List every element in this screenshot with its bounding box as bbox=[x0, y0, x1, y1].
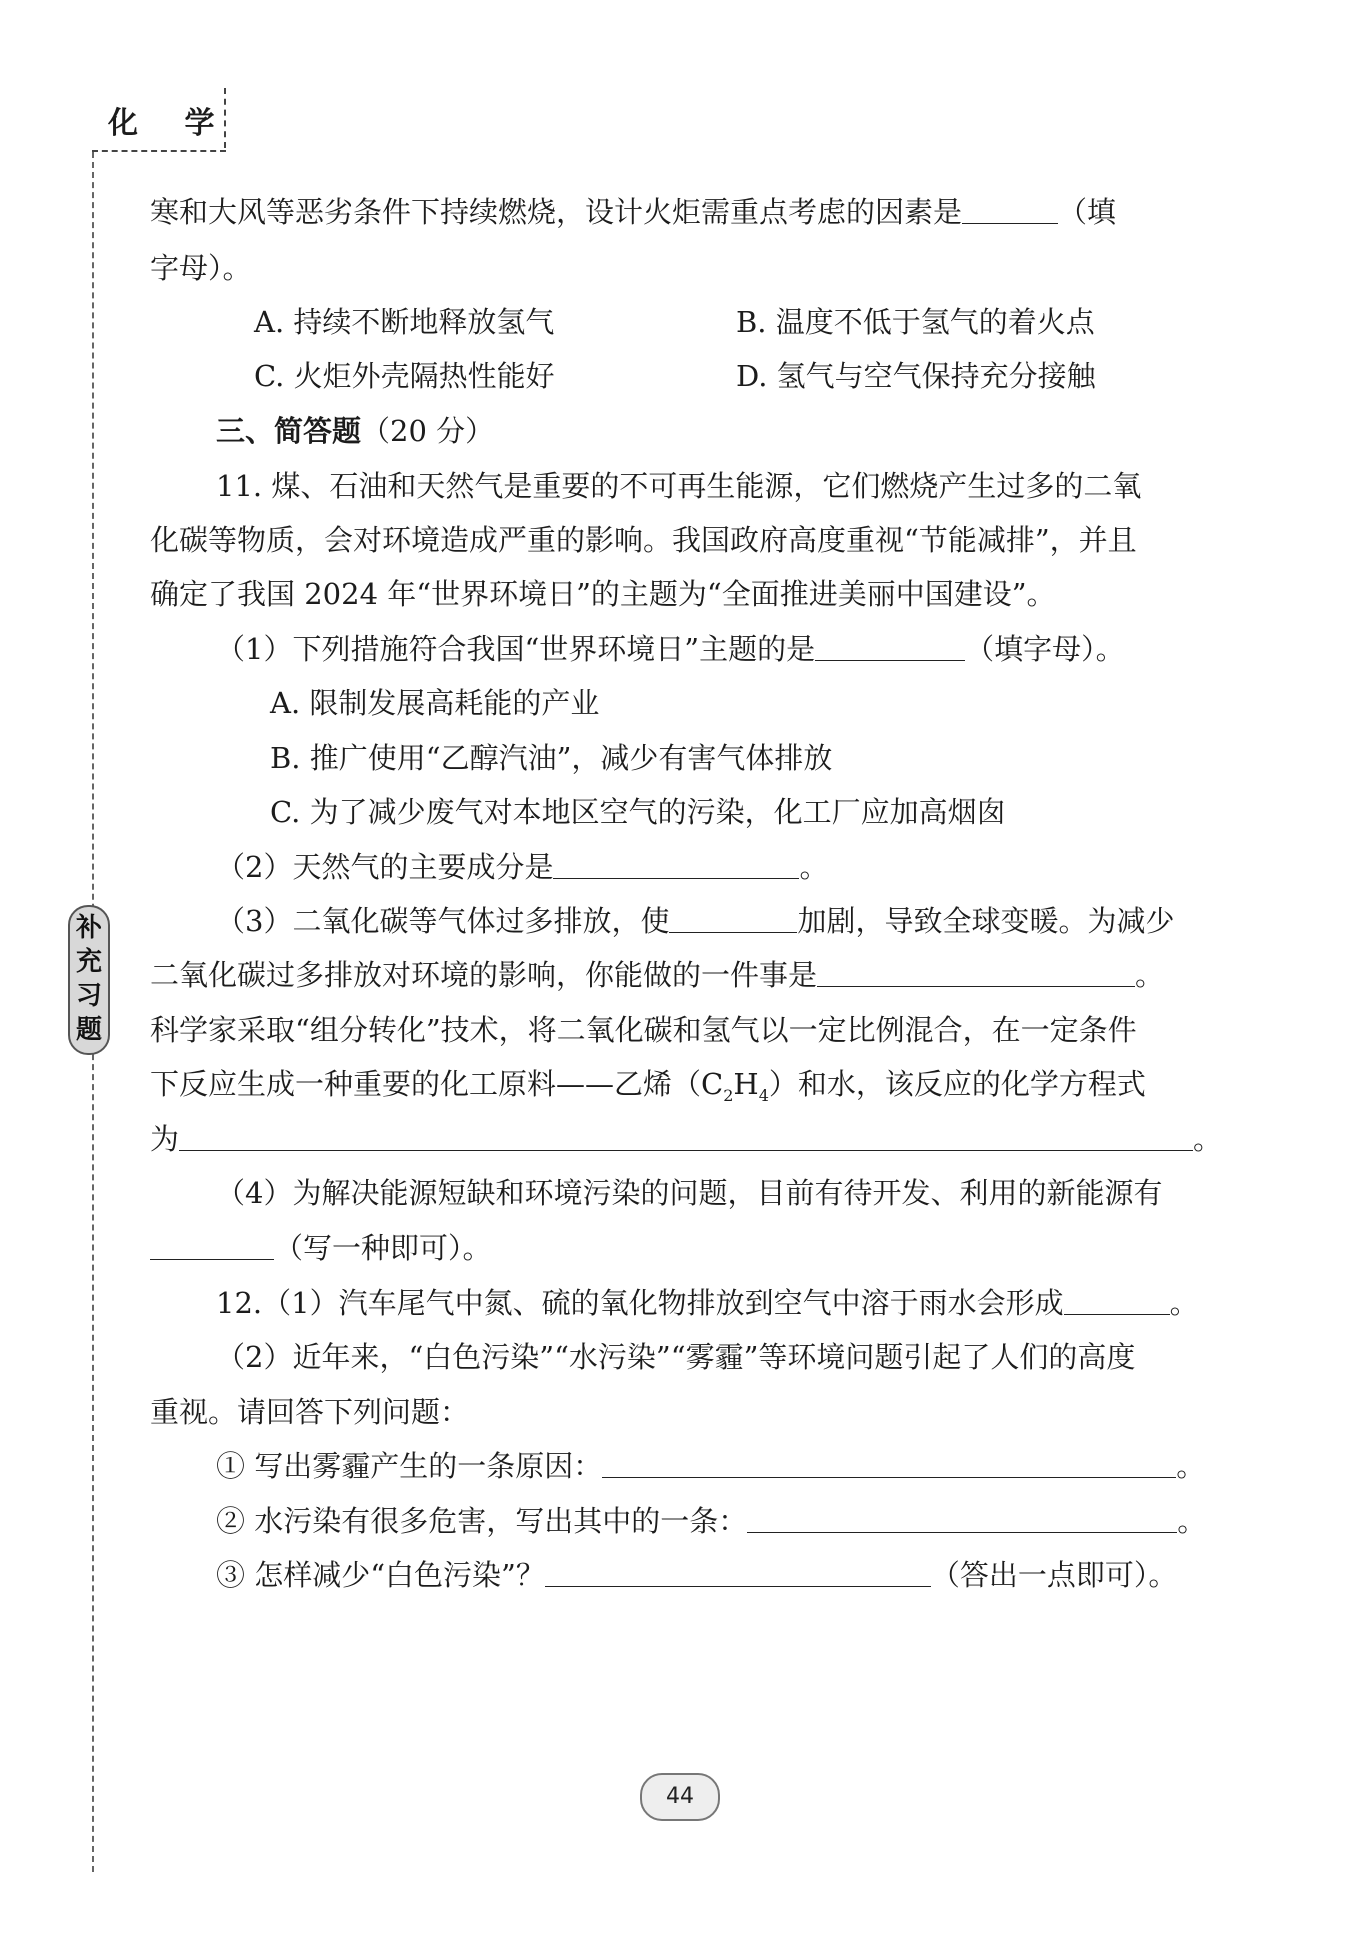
supplementary-exercises-tab bbox=[68, 905, 110, 1055]
q12-part2-line2: 重视。请回答下列问题： bbox=[150, 1395, 470, 1429]
q11-part1-option-b: B. 推广使用“乙醇汽油”，减少有害气体排放 bbox=[270, 741, 833, 775]
q11-part3-line1: （3）二氧化碳等气体过多排放，使 加剧，导致全球变暖。为减少 bbox=[216, 904, 1175, 938]
q11-part1: （1）下列措施符合我国“世界环境日”主题的是 （填字母）。 bbox=[216, 632, 1125, 666]
q11-part3-line3: 科学家采取“组分转化”技术，将二氧化碳和氢气以一定比例混合，在一定条件 bbox=[150, 1013, 1137, 1047]
side-tab-char: 习 bbox=[75, 981, 102, 1011]
q12-sub3: ③ 怎样减少“白色污染”？ （答出一点即可）。 bbox=[216, 1558, 1178, 1592]
side-tab-char: 题 bbox=[75, 1015, 102, 1045]
q10-answer-blank[interactable] bbox=[962, 195, 1058, 224]
q10-line1: 寒和大风等恶劣条件下持续燃烧，设计火炬需重点考虑的因素是 （填 bbox=[150, 195, 1117, 229]
q11-intro-line2: 化碳等物质，会对环境造成严重的影响。我国政府高度重视“节能减排”，并且 bbox=[150, 523, 1137, 557]
header-divider-vertical bbox=[224, 88, 226, 148]
q11-part3-blank1[interactable] bbox=[669, 904, 797, 933]
q11-part1-blank[interactable] bbox=[815, 632, 965, 661]
q11-part4-line1: （4）为解决能源短缺和环境污染的问题，目前有待开发、利用的新能源有 bbox=[216, 1176, 1163, 1210]
side-tab-char: 充 bbox=[75, 947, 102, 977]
q12-sub2: ② 水污染有很多危害，写出其中的一条： 。 bbox=[216, 1504, 1207, 1538]
q12-sub1: ① 写出雾霾产生的一条原因： 。 bbox=[216, 1449, 1206, 1483]
subject-header: 化 学 bbox=[108, 106, 233, 141]
q11-part1-option-c: C. 为了减少废气对本地区空气的污染，化工厂应加高烟囱 bbox=[270, 795, 1006, 829]
q11-part4-blank[interactable] bbox=[150, 1231, 274, 1260]
q11-part3-line2: 二氧化碳过多排放对环境的影响，你能做的一件事是 。 bbox=[150, 958, 1165, 992]
q11-part2: （2）天然气的主要成分是 。 bbox=[216, 850, 829, 884]
header-divider-horizontal bbox=[92, 150, 226, 152]
section-3-heading: 三、简答题（20 分） bbox=[216, 414, 495, 448]
q12-sub2-blank[interactable] bbox=[747, 1504, 1177, 1533]
q11-part3-line5: 为 。 bbox=[150, 1122, 1223, 1156]
q12-sub1-blank[interactable] bbox=[602, 1449, 1176, 1478]
q12-part1: 12.（1）汽车尾气中氮、硫的氧化物排放到空气中溶于雨水会形成 。 bbox=[216, 1286, 1199, 1320]
q11-part4-line2: （写一种即可）。 bbox=[150, 1226, 492, 1267]
q11-intro-line1: 11. 煤、石油和天然气是重要的不可再生能源，它们燃烧产生过多的二氧 bbox=[216, 469, 1142, 503]
q11-part3-line4: 下反应生成一种重要的化工原料——乙烯$(C_2H_4)$和水，该反应的化学方程式 bbox=[150, 1067, 1146, 1105]
q10-option-a: A. 持续不断地释放氢气 bbox=[254, 305, 555, 339]
q11-part3-equation-blank[interactable] bbox=[179, 1122, 1193, 1151]
q12-part2-line1: （2）近年来，“白色污染”“水污染”“雾霾”等环境问题引起了人们的高度 bbox=[216, 1340, 1136, 1374]
q11-part1-option-a: A. 限制发展高耗能的产业 bbox=[270, 686, 600, 720]
q10-option-d: D. 氢气与空气保持充分接触 bbox=[736, 359, 1096, 393]
q12-sub3-blank[interactable] bbox=[545, 1558, 931, 1587]
q11-part2-blank[interactable] bbox=[553, 850, 799, 879]
q10-line2: 字母）。 bbox=[150, 251, 252, 285]
q11-intro-line3: 确定了我国 2024 年“世界环境日”的主题为“全面推进美丽中国建设”。 bbox=[150, 577, 1056, 611]
side-tab-char: 补 bbox=[75, 913, 102, 943]
q12-part1-blank[interactable] bbox=[1064, 1286, 1170, 1315]
page-number: 44 bbox=[640, 1773, 720, 1821]
q10-option-c: C. 火炬外壳隔热性能好 bbox=[254, 359, 555, 393]
q11-part3-blank2[interactable] bbox=[817, 958, 1135, 987]
q10-option-b: B. 温度不低于氢气的着火点 bbox=[736, 305, 1095, 339]
